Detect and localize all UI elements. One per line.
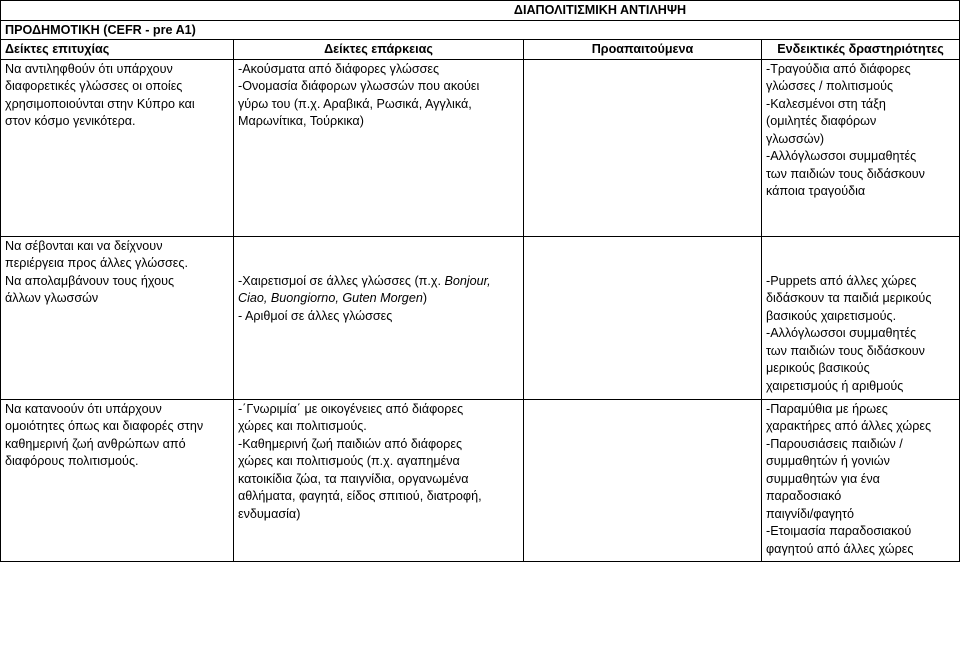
text-span-italic: Bonjour, — [444, 273, 491, 288]
text-line: μερικούς βασικούς — [766, 361, 870, 375]
text-line: - Αριθμοί σε άλλες γλώσσες — [238, 308, 393, 323]
text-line: βασικούς χαιρετισμούς. — [766, 308, 897, 323]
activities-cell — [762, 59, 960, 236]
text-line: -Ακούσματα από διάφορες γλώσσες — [238, 61, 440, 76]
text-line: -Αλλόγλωσσοι συμμαθητές — [766, 326, 917, 340]
text-line: κατοικίδια ζώα, τα παιγνίδια, οργανωμένα — [238, 471, 469, 486]
adequacy-cell — [234, 59, 524, 236]
text-line: διαφορετικές γλώσσες οι οποίες — [5, 79, 183, 93]
table-row — [1, 399, 960, 561]
title-row — [1, 1, 960, 21]
text-line: -Puppets από άλλες χώρες — [766, 273, 917, 288]
text-line: γλώσσες / πολιτισμούς — [766, 79, 894, 93]
text-line: Να απολαμβάνουν τους ήχους — [5, 273, 175, 288]
text-line: γύρω του (π.χ. Αραβικά, Ρωσικά, Αγγλικά, — [238, 96, 472, 111]
text-line: Να σέβονται και να δείχνουν — [5, 238, 163, 253]
prerequisites-cell — [524, 399, 762, 561]
text-line: -Ονομασία διάφορων γλωσσών που ακούει — [238, 79, 480, 93]
text-line: Να αντιληφθούν ότι υπάρχουν — [5, 61, 173, 76]
text-line: -Καθημερινή ζωή παιδιών από διάφορες — [238, 436, 463, 451]
text-line: αθλήματα, φαγητά, είδος σπιτιού, διατροφή, — [238, 489, 482, 503]
text-line: κάποια τραγούδια — [766, 184, 866, 198]
text-line: χρησιμοποιούνται στην Κύπρο και — [5, 96, 195, 111]
text-line: άλλων γλωσσών — [5, 291, 99, 305]
text-span-italic: Ciao, Buongiorno, Guten Morgen — [238, 291, 423, 305]
text-line: των παιδιών τους διδάσκουν — [766, 166, 925, 181]
text-line: -΄Γνωριμία΄ με οικογένειες από διάφορες — [238, 401, 464, 416]
table-row — [1, 59, 960, 236]
text-line: γλωσσών) — [766, 131, 825, 146]
document-title-cell — [1, 1, 960, 21]
adequacy-cell — [234, 399, 524, 561]
prerequisites-cell — [524, 59, 762, 236]
text-line: χώρες και πολιτισμούς. — [238, 419, 367, 433]
header-activities: Ενδεικτικές δραστηριότητες — [762, 40, 960, 60]
text-line: -Παραμύθια με ήρωες — [766, 401, 888, 416]
document-title: ΔΙΑΠΟΛΙΤΙΣΜΙΚΗ ΑΝΤΙΛΗΨΗ — [513, 3, 687, 17]
text-line — [238, 290, 519, 308]
text-line — [238, 273, 519, 291]
activities-cell — [762, 399, 960, 561]
spacer — [238, 238, 519, 256]
level-row — [1, 20, 960, 40]
text-line: χώρες και πολιτισμούς (π.χ. αγαπημένα — [238, 454, 460, 468]
text-line: συμμαθητών για ένα — [766, 471, 880, 486]
text-line: περιέργεια προς άλλες γλώσσες. — [5, 256, 188, 270]
text-line: φαγητού από άλλες χώρες — [766, 541, 914, 556]
success-cell — [1, 59, 234, 236]
text-line: παιγνίδι/φαγητό — [766, 506, 855, 521]
text-line: (ομιλητές διαφόρων — [766, 114, 877, 128]
text-line: -Τραγούδια από διάφορες — [766, 61, 911, 76]
spacer — [238, 255, 519, 273]
level-title: ΠΡΟΔΗΜΟΤΙΚΗ (CEFR - pre A1) — [1, 20, 960, 40]
header-row — [1, 40, 960, 60]
text-line: διδάσκουν τα παιδιά μερικούς — [766, 291, 932, 305]
text-line: στον κόσμο γενικότερα. — [5, 114, 136, 128]
text-line: ομοιότητες όπως και διαφορές στην — [5, 419, 204, 433]
header-success: Δείκτες επιτυχίας — [1, 40, 234, 60]
success-cell — [1, 236, 234, 399]
text-line: Να κατανοούν ότι υπάρχουν — [5, 401, 162, 416]
text-line: -Αλλόγλωσσοι συμμαθητές — [766, 149, 917, 163]
text-line: -Ετοιμασία παραδοσιακού — [766, 524, 912, 538]
text-line: των παιδιών τους διδάσκουν — [766, 343, 925, 358]
text-span: -Χαιρετισμοί σε άλλες γλώσσες (π.χ. — [238, 273, 445, 288]
header-prerequisites: Προαπαιτούμενα — [524, 40, 762, 60]
text-line: -Παρουσιάσεις παιδιών / — [766, 436, 903, 451]
spacer — [766, 238, 955, 256]
text-line: ενδυμασία) — [238, 506, 301, 521]
activities-cell — [762, 236, 960, 399]
success-cell — [1, 399, 234, 561]
adequacy-cell — [234, 236, 524, 399]
text-line: παραδοσιακό — [766, 489, 842, 503]
text-line: χαρακτήρες από άλλες χώρες — [766, 419, 932, 433]
prerequisites-cell — [524, 236, 762, 399]
text-span: ) — [422, 291, 428, 305]
text-line: χαιρετισμούς ή αριθμούς — [766, 378, 904, 393]
text-line: -Καλεσμένοι στη τάξη — [766, 96, 886, 111]
spacer — [766, 255, 955, 273]
table-row — [1, 236, 960, 399]
text-line: συμμαθητών ή γονιών — [766, 454, 890, 468]
text-line: διαφόρους πολιτισμούς. — [5, 454, 139, 468]
text-line: καθημερινή ζωή ανθρώπων από — [5, 436, 186, 451]
header-adequacy: Δείκτες επάρκειας — [234, 40, 524, 60]
text-line: Μαρωνίτικα, Τούρκικα) — [238, 114, 364, 128]
